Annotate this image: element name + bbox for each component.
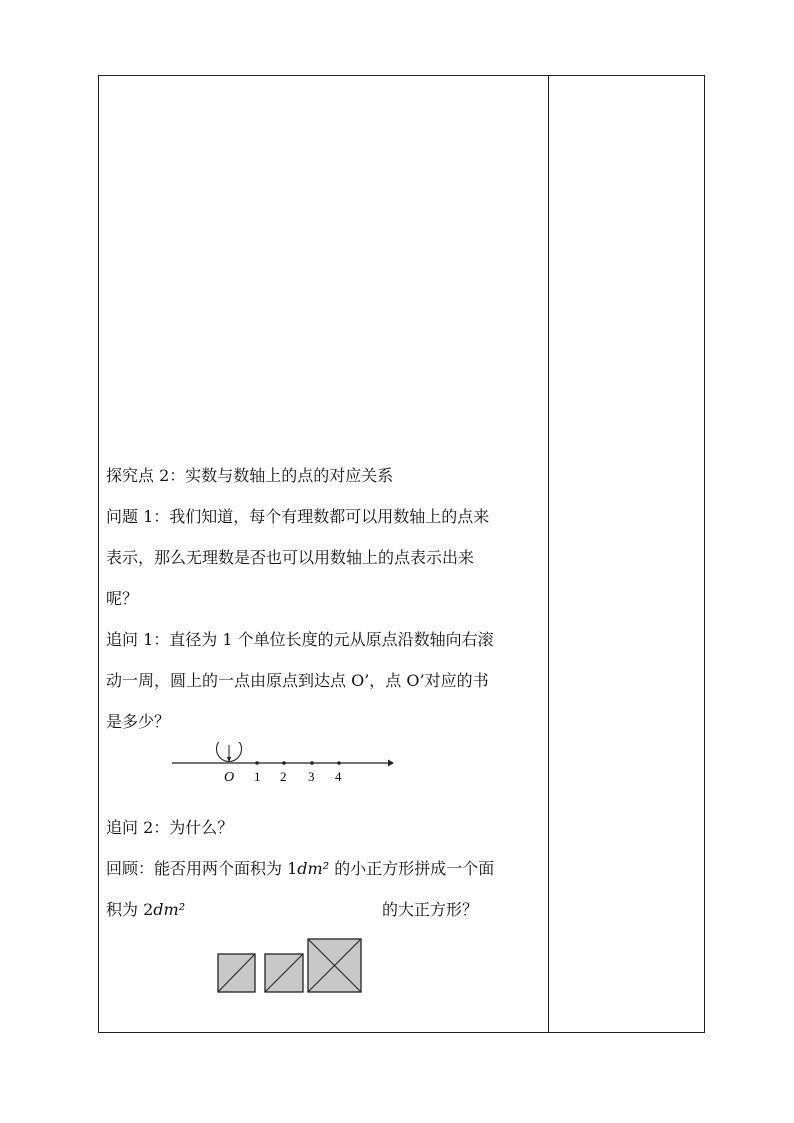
followup2: 追问 2：为什么？: [106, 818, 234, 837]
column-divider: [548, 75, 549, 1033]
review-line2-text-b: 的大正方形？: [382, 900, 479, 919]
section-heading: 探究点 2：实数与数轴上的点的对应关系: [106, 466, 394, 485]
origin-label: O: [224, 770, 235, 785]
followup1-line2: 动一周，圆上的一点由原点到达点 O’，点 O’对应的书: [106, 671, 489, 690]
review-line1-unit: dm²: [297, 859, 330, 878]
number-line-figure: [106, 742, 544, 797]
followup1-line1: 追问 1：直径为 1 个单位长度的元从原点沿数轴向右滚: [106, 630, 494, 649]
tick-2: [282, 761, 286, 765]
review-line2: [106, 889, 544, 930]
axis-arrow: [388, 760, 394, 767]
review-line1-text-a: 回顾：能否用两个面积为 1: [106, 859, 298, 878]
question1-line2: 表示，那么无理数是否也可以用数轴上的点表示出来: [106, 548, 475, 567]
tick-label-1: 1: [254, 769, 261, 784]
review-line2-unit: dm²: [153, 900, 186, 919]
review-line2-text-a: 积为 2: [106, 900, 154, 919]
tick-4: [337, 761, 341, 765]
number-line-diagram: [106, 742, 544, 797]
question1-line3: 呢？: [106, 589, 139, 608]
review-line1-text-b: 的小正方形拼成一个面: [329, 859, 495, 878]
squares-diagram: [217, 938, 367, 994]
main-content: [106, 455, 544, 930]
question1-line1: 问题 1：我们知道，每个有理数都可以用数轴上的点来: [106, 507, 490, 526]
tick-3: [310, 761, 314, 765]
tick-label-4: 4: [335, 769, 342, 784]
review-line1: [106, 848, 544, 889]
tick-1: [255, 761, 259, 765]
tick-label-3: 3: [308, 769, 315, 784]
tick-label-2: 2: [280, 769, 287, 784]
followup1-line3: 是多少？: [106, 712, 171, 731]
squares-figure: [217, 938, 367, 998]
